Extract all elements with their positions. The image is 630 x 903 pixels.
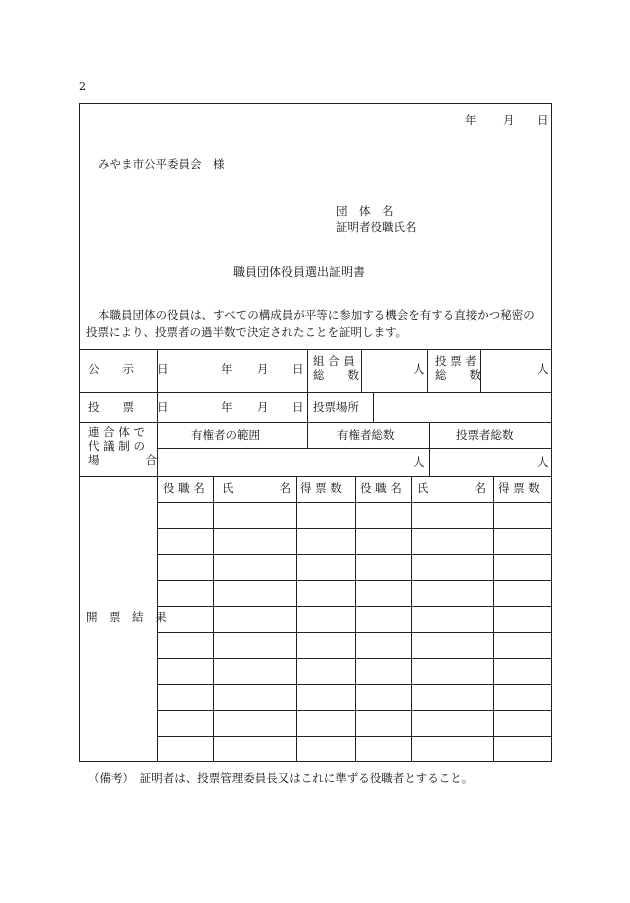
voter-range-header: 有権者の範囲	[191, 428, 260, 442]
vote-day-label: 投 票 日	[88, 400, 169, 414]
certificate-form	[79, 103, 552, 762]
row-line	[157, 554, 551, 555]
date-month: 月	[503, 113, 515, 127]
row-line	[157, 632, 551, 633]
col-line	[361, 349, 362, 392]
voters-total-line2: 総 数	[435, 367, 481, 382]
vote-day-unit: 日	[292, 400, 304, 414]
results-header-position-2: 役 職 名	[360, 481, 402, 495]
announce-month-unit: 月	[257, 362, 269, 376]
col-line	[213, 476, 214, 761]
results-header-name-2: 氏 名	[417, 481, 486, 495]
voters-total-label	[435, 355, 481, 383]
federation-line3: 場 合	[88, 452, 157, 467]
members-total-label	[313, 355, 359, 383]
col-line	[355, 476, 356, 761]
results-header-position-1: 役 職 名	[163, 481, 205, 495]
body-line-1: 本職員団体の役員は、すべての構成員が平等に参加する機会を有する直接かつ秘密の	[98, 308, 535, 322]
row-line	[80, 422, 551, 423]
vote-place-label: 投票場所	[313, 400, 359, 414]
date-day: 日	[537, 113, 549, 127]
results-header-name-1: 氏 名	[222, 481, 291, 495]
eligible-unit: 人	[413, 455, 425, 469]
voters-total-header: 投票者総数	[456, 428, 514, 442]
footnote: （備考） 証明者は、投票管理委員長又はこれに準ずる役職者とすること。	[88, 771, 474, 785]
results-label: 開 票 結 果	[86, 610, 167, 624]
row-line	[157, 684, 551, 685]
federation-line1: 連 合 体 で	[88, 425, 145, 439]
members-total-line2: 総 数	[313, 367, 359, 382]
row-line	[157, 658, 551, 659]
voters-total-line1: 投 票 者	[435, 354, 477, 368]
row-line	[157, 502, 551, 503]
announce-day-label: 公 示 日	[88, 362, 169, 376]
voters-unit: 人	[537, 362, 549, 376]
row-line	[157, 710, 551, 711]
page-number: 2	[79, 80, 86, 93]
col-line	[307, 349, 308, 448]
announce-year-unit: 年	[221, 362, 233, 376]
federation-label	[88, 426, 157, 467]
col-line	[373, 392, 374, 422]
results-header-votes-2: 得 票 数	[498, 481, 540, 495]
row-line	[157, 448, 551, 449]
results-header-votes-1: 得 票 数	[300, 481, 342, 495]
col-line	[296, 476, 297, 761]
col-line	[429, 422, 430, 476]
addressee: みやま市公平委員会 様	[98, 157, 225, 171]
body-line-2: 投票により、投票者の過半数で決定されたことを証明します。	[86, 325, 408, 339]
members-total-line1: 組 合 員	[313, 354, 355, 368]
members-unit: 人	[413, 362, 425, 376]
eligible-total-header: 有権者総数	[337, 428, 395, 442]
col-line	[493, 476, 494, 761]
col-line	[427, 349, 428, 392]
row-line	[157, 606, 551, 607]
certifier-label: 証明者役職氏名	[336, 220, 417, 234]
row-line	[80, 392, 551, 393]
org-name-label: 団 体 名	[336, 204, 394, 218]
document-title: 職員団体役員選出証明書	[233, 265, 366, 279]
date-year: 年	[465, 113, 477, 127]
vote-year-unit: 年	[221, 400, 233, 414]
row-line	[80, 476, 551, 477]
vote-month-unit: 月	[257, 400, 269, 414]
row-line	[157, 580, 551, 581]
row-line	[157, 528, 551, 529]
announce-day-unit: 日	[292, 362, 304, 376]
voters-count-unit: 人	[537, 455, 549, 469]
col-line	[411, 476, 412, 761]
federation-line2: 代 議 制 の	[88, 438, 145, 453]
row-line	[157, 736, 551, 737]
